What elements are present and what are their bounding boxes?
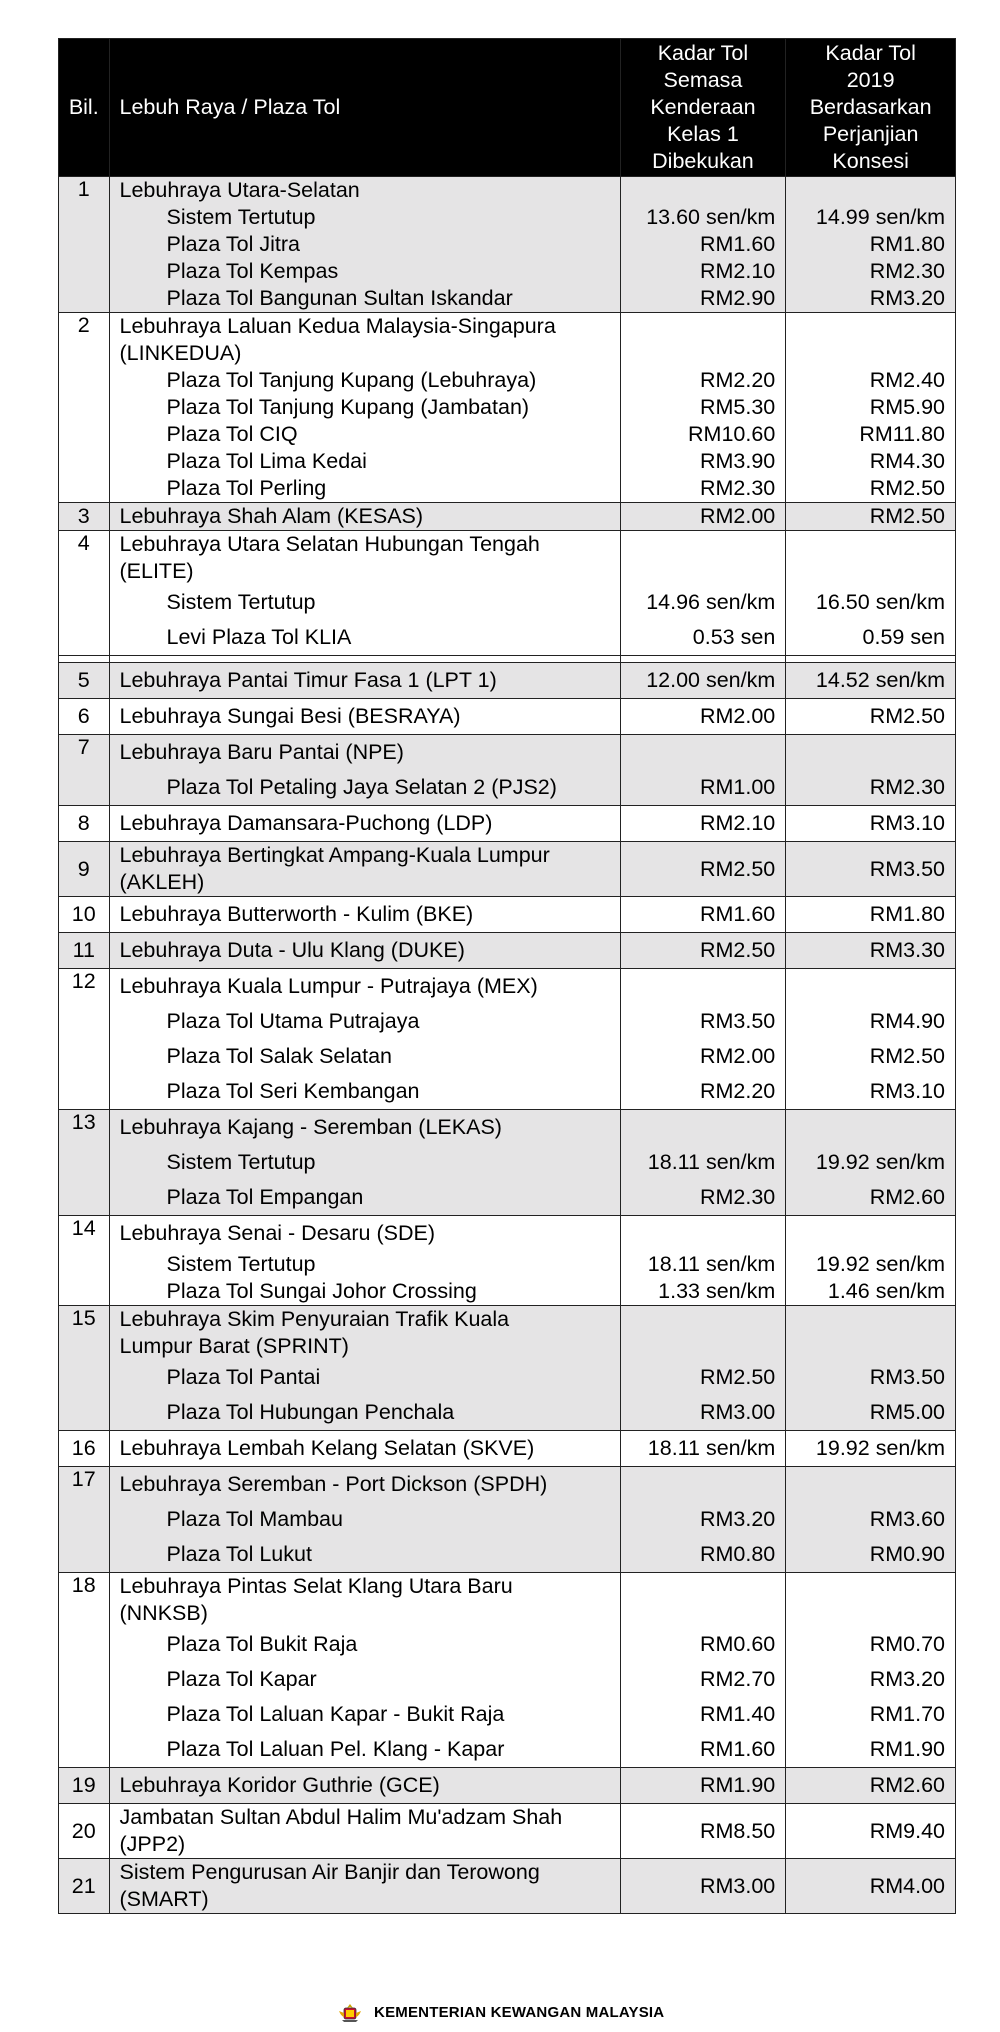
current-rate-value: RM0.80 (699, 1542, 776, 1566)
concession-rate-value: RM3.60 (869, 1507, 945, 1531)
current-rate-value (621, 735, 786, 770)
concession-rate-value: RM3.20 (869, 1667, 945, 1691)
concession-rate-value: RM3.50 (869, 1365, 945, 1389)
current-rate-cell (620, 842, 786, 897)
current-rate-value (621, 531, 786, 558)
concession-rate-cell (786, 1216, 956, 1306)
concession-rate-value: RM0.90 (869, 1542, 945, 1566)
concession-rate-value: RM2.50 (869, 704, 945, 728)
concession-rate-cell (786, 1859, 956, 1914)
highway-name: Lebuhraya Pintas Selat Klang Utara Baru (119, 1574, 513, 1598)
table-row (59, 1216, 956, 1306)
current-rate-value (621, 969, 786, 1004)
plaza-name: Plaza Tol Pantai (166, 1365, 321, 1389)
current-rate-cell (620, 1431, 786, 1467)
highway-cell (109, 842, 620, 897)
concession-rate-value: RM3.50 (869, 856, 945, 881)
current-rate-value: RM2.00 (699, 1044, 776, 1068)
header-current-line: Kelas 1 (667, 122, 739, 146)
plaza-name: Plaza Tol Laluan Pel. Klang - Kapar (166, 1737, 505, 1761)
concession-rate-cell (786, 933, 956, 969)
highway-name: Jambatan Sultan Abdul Halim Mu'adzam Shah (JPP2) (119, 1805, 563, 1856)
current-rate-value: RM2.50 (699, 856, 776, 881)
concession-rate-value (786, 1306, 955, 1333)
concession-rate-value: RM4.00 (869, 1873, 945, 1898)
concession-rate-cell (786, 531, 956, 656)
concession-rate-value (786, 1333, 955, 1360)
plaza-name: Sistem Tertutup (166, 590, 316, 614)
table-row (59, 897, 956, 933)
table-row (59, 1573, 956, 1768)
concession-rate-cell (786, 177, 956, 313)
concession-rate-cell (786, 1431, 956, 1467)
current-rate-value (621, 1216, 786, 1251)
concession-rate-value: RM1.80 (869, 902, 945, 926)
current-rate-value: RM3.20 (699, 1507, 776, 1531)
concession-rate-cell (786, 1110, 956, 1216)
plaza-name: Plaza Tol Perling (166, 476, 327, 500)
concession-rate-value: RM2.60 (869, 1773, 945, 1797)
highway-name: Lebuhraya Pantai Timur Fasa 1 (LPT 1) (119, 668, 497, 692)
table-row (59, 313, 956, 503)
highway-cell (109, 735, 620, 806)
current-rate-value: RM2.00 (699, 704, 776, 728)
highway-cell (109, 1859, 620, 1914)
header-concession-line: Konsesi (832, 149, 909, 173)
plaza-name: Levi Plaza Tol KLIA (166, 625, 352, 649)
header-current-rate (620, 39, 786, 177)
concession-rate-value: RM3.10 (869, 1079, 945, 1103)
concession-rate-value: 14.52 sen/km (815, 668, 945, 692)
separator-cell (59, 656, 110, 663)
current-rate-value (621, 313, 786, 340)
concession-rate-value: RM5.00 (869, 1400, 945, 1424)
current-rate-value: RM2.00 (699, 504, 776, 528)
concession-rate-value: RM0.70 (869, 1632, 945, 1656)
current-rate-value: 18.11 sen/km (647, 1436, 776, 1460)
highway-name: Lebuhraya Koridor Guthrie (GCE) (119, 1773, 440, 1797)
concession-rate-value: RM1.80 (869, 232, 945, 256)
concession-rate-value: RM3.30 (869, 938, 945, 962)
row-number: 5 (59, 663, 110, 699)
separator-cell (786, 656, 956, 663)
plaza-name: Sistem Tertutup (166, 205, 316, 229)
highway-name: Lebuhraya Sungai Besi (BESRAYA) (119, 704, 461, 728)
table-row (59, 531, 956, 656)
row-number: 20 (59, 1804, 110, 1859)
row-number: 10 (59, 897, 110, 933)
current-rate-value: RM2.20 (699, 1079, 776, 1103)
plaza-name: Sistem Tertutup (166, 1252, 316, 1276)
current-rate-value: RM2.70 (699, 1667, 776, 1691)
current-rate-cell (620, 663, 786, 699)
current-rate-value (621, 1573, 786, 1600)
concession-rate-value: RM2.50 (869, 476, 945, 500)
highway-cell (109, 1110, 620, 1216)
current-rate-value: RM5.30 (699, 395, 776, 419)
concession-rate-cell (786, 503, 956, 531)
current-rate-value: RM1.90 (699, 1773, 776, 1797)
current-rate-value: RM8.50 (699, 1818, 776, 1843)
current-rate-value: RM1.60 (699, 902, 776, 926)
table-row (59, 1768, 956, 1804)
highway-cell (109, 1306, 620, 1431)
row-number: 1 (59, 177, 110, 313)
row-number: 18 (59, 1573, 110, 1768)
current-rate-value: 18.11 sen/km (647, 1252, 776, 1276)
header-concession-line: Perjanjian (822, 122, 919, 146)
current-rate-cell (620, 1467, 786, 1573)
plaza-name: Plaza Tol Lukut (166, 1542, 312, 1566)
highway-cell (109, 1573, 620, 1768)
plaza-name: Plaza Tol Empangan (166, 1185, 364, 1209)
table-row (59, 177, 956, 313)
current-rate-value: 14.96 sen/km (646, 590, 776, 614)
header-current-line: Kenderaan (650, 95, 756, 119)
concession-rate-cell (786, 1467, 956, 1573)
table-row (59, 842, 956, 897)
current-rate-cell (620, 933, 786, 969)
concession-rate-value (786, 735, 955, 770)
current-rate-value: RM1.40 (699, 1702, 776, 1726)
highway-name: Lebuhraya Utara Selatan Hubungan Tengah (119, 532, 540, 556)
plaza-name: Plaza Tol Petaling Jaya Selatan 2 (PJS2) (166, 775, 557, 799)
table-row (59, 1306, 956, 1431)
current-rate-value (621, 1600, 786, 1627)
plaza-name: Sistem Tertutup (166, 1150, 316, 1174)
concession-rate-value (786, 531, 955, 558)
current-rate-cell (620, 1110, 786, 1216)
current-rate-value (621, 340, 786, 367)
current-rate-value: RM10.60 (688, 422, 776, 446)
highway-cell (109, 663, 620, 699)
current-rate-value (621, 1333, 786, 1360)
current-rate-value: 18.11 sen/km (647, 1150, 776, 1174)
page-footer (0, 2002, 1000, 2024)
concession-rate-value (786, 177, 955, 204)
highway-cell (109, 1216, 620, 1306)
plaza-name: Plaza Tol Seri Kembangan (166, 1079, 420, 1103)
current-rate-value: 1.33 sen/km (658, 1279, 776, 1303)
plaza-name: Plaza Tol Tanjung Kupang (Lebuhraya) (166, 368, 537, 392)
concession-rate-cell (786, 842, 956, 897)
header-concession-rate (786, 39, 956, 177)
row-number: 4 (59, 531, 110, 656)
concession-rate-cell (786, 1768, 956, 1804)
malaysia-crest-icon (336, 2002, 364, 2024)
row-number: 14 (59, 1216, 110, 1306)
highway-cell (109, 933, 620, 969)
highway-cell (109, 806, 620, 842)
plaza-name: Plaza Tol Hubungan Penchala (166, 1400, 455, 1424)
current-rate-cell (620, 735, 786, 806)
plaza-name: Plaza Tol Kempas (166, 259, 339, 283)
highway-name: Lebuhraya Shah Alam (KESAS) (119, 504, 424, 528)
table-row (59, 933, 956, 969)
concession-rate-value (786, 558, 955, 585)
row-number: 16 (59, 1431, 110, 1467)
current-rate-cell (620, 1804, 786, 1859)
highway-name: (ELITE) (119, 559, 194, 583)
concession-rate-cell (786, 897, 956, 933)
highway-name: (LINKEDUA) (119, 341, 242, 365)
header-current-line: Dibekukan (652, 149, 754, 173)
table-header-row (59, 39, 956, 177)
row-number: 12 (59, 969, 110, 1110)
highway-cell (109, 969, 620, 1110)
separator-row (59, 656, 956, 663)
header-current-line: Kadar Tol (657, 41, 749, 65)
concession-rate-value: RM9.40 (869, 1818, 945, 1843)
row-number: 2 (59, 313, 110, 503)
header-bil: Bil. (59, 39, 110, 177)
current-rate-value: RM2.10 (699, 259, 776, 283)
current-rate-value: 12.00 sen/km (646, 668, 776, 692)
row-number: 13 (59, 1110, 110, 1216)
current-rate-value (621, 1306, 786, 1333)
current-rate-cell (620, 177, 786, 313)
current-rate-value (621, 558, 786, 585)
concession-rate-cell (786, 969, 956, 1110)
current-rate-value: RM3.50 (699, 1009, 776, 1033)
concession-rate-value (786, 1110, 955, 1145)
concession-rate-value: RM2.30 (869, 259, 945, 283)
current-rate-cell (620, 531, 786, 656)
plaza-name: Plaza Tol Bukit Raja (166, 1632, 358, 1656)
highway-name: (NNKSB) (119, 1601, 208, 1625)
current-rate-value: RM2.20 (699, 368, 776, 392)
current-rate-cell (620, 897, 786, 933)
row-number: 9 (59, 842, 110, 897)
concession-rate-value: 14.99 sen/km (815, 205, 945, 229)
concession-rate-value: 19.92 sen/km (815, 1252, 945, 1276)
table-row (59, 969, 956, 1110)
current-rate-value: 13.60 sen/km (646, 205, 776, 229)
current-rate-cell (620, 1573, 786, 1768)
highway-name: Lebuhraya Senai - Desaru (SDE) (119, 1221, 435, 1245)
concession-rate-value (786, 1467, 955, 1502)
highway-name: Lebuhraya Damansara-Puchong (LDP) (119, 811, 493, 835)
concession-rate-value: RM2.50 (869, 504, 945, 528)
highway-name: Lebuhraya Butterworth - Kulim (BKE) (119, 902, 474, 926)
concession-rate-cell (786, 1573, 956, 1768)
concession-rate-value: RM4.30 (869, 449, 945, 473)
current-rate-cell (620, 1859, 786, 1914)
concession-rate-value: RM11.80 (859, 422, 945, 446)
header-concession-line: 2019 (846, 68, 895, 92)
current-rate-value: RM3.90 (699, 449, 776, 473)
current-rate-value: 0.53 sen (692, 625, 776, 649)
concession-rate-value: RM2.60 (869, 1185, 945, 1209)
concession-rate-value (786, 969, 955, 1004)
plaza-name: Plaza Tol Mambau (166, 1507, 343, 1531)
concession-rate-value: RM2.30 (869, 775, 945, 799)
row-number: 7 (59, 735, 110, 806)
current-rate-value: RM2.90 (699, 286, 776, 310)
concession-rate-value: 1.46 sen/km (827, 1279, 945, 1303)
row-number: 8 (59, 806, 110, 842)
highway-name: Lebuhraya Bertingkat Ampang-Kuala Lumpur (AKLEH) (119, 843, 550, 894)
concession-rate-cell (786, 1306, 956, 1431)
concession-rate-value: RM2.40 (869, 368, 945, 392)
highway-cell (109, 897, 620, 933)
table-row (59, 735, 956, 806)
highway-cell (109, 1467, 620, 1573)
highway-name: Lebuhraya Lembah Kelang Selatan (SKVE) (119, 1436, 535, 1460)
current-rate-cell (620, 699, 786, 735)
highway-cell (109, 177, 620, 313)
highway-name: Lebuhraya Seremban - Port Dickson (SPDH) (119, 1472, 548, 1496)
current-rate-cell (620, 1216, 786, 1306)
header-concession-line: Kadar Tol (825, 41, 916, 65)
plaza-name: Plaza Tol Utama Putrajaya (166, 1009, 420, 1033)
separator-cell (109, 656, 620, 663)
table-row (59, 503, 956, 531)
plaza-name: Plaza Tol Jitra (166, 232, 300, 256)
concession-rate-cell (786, 313, 956, 503)
current-rate-value: RM3.00 (699, 1400, 776, 1424)
concession-rate-value (786, 1573, 955, 1600)
concession-rate-cell (786, 699, 956, 735)
highway-cell (109, 1431, 620, 1467)
highway-name: Lebuhraya Duta - Ulu Klang (DUKE) (119, 938, 465, 962)
current-rate-value: RM1.60 (699, 1737, 776, 1761)
plaza-name: Plaza Tol Lima Kedai (166, 449, 367, 473)
concession-rate-value: 19.92 sen/km (815, 1150, 945, 1174)
highway-cell (109, 313, 620, 503)
plaza-name: Plaza Tol Tanjung Kupang (Jambatan) (166, 395, 530, 419)
concession-rate-value (786, 1600, 955, 1627)
current-rate-cell (620, 1306, 786, 1431)
current-rate-value: RM2.30 (699, 476, 776, 500)
concession-rate-value: RM3.10 (869, 811, 945, 835)
concession-rate-value (786, 340, 955, 367)
table-row (59, 806, 956, 842)
concession-rate-value: RM1.70 (869, 1702, 945, 1726)
highway-name: Sistem Pengurusan Air Banjir dan Terowong (SMART) (119, 1860, 540, 1911)
plaza-name: Plaza Tol Salak Selatan (166, 1044, 392, 1068)
row-number: 19 (59, 1768, 110, 1804)
table-row (59, 1804, 956, 1859)
current-rate-value: RM1.60 (699, 232, 776, 256)
concession-rate-value: RM2.50 (869, 1044, 945, 1068)
row-number: 6 (59, 699, 110, 735)
concession-rate-value: RM5.90 (869, 395, 945, 419)
table-row (59, 1467, 956, 1573)
current-rate-value: RM2.30 (699, 1185, 776, 1209)
highway-cell (109, 699, 620, 735)
row-number: 21 (59, 1859, 110, 1914)
current-rate-value: RM2.10 (699, 811, 776, 835)
table-row (59, 699, 956, 735)
header-highway-plaza: Lebuh Raya / Plaza Tol (109, 39, 620, 177)
row-number: 11 (59, 933, 110, 969)
current-rate-value: RM2.50 (699, 1365, 776, 1389)
current-rate-cell (620, 969, 786, 1110)
current-rate-value: RM0.60 (699, 1632, 776, 1656)
toll-rate-table (58, 38, 956, 1914)
table-row (59, 1859, 956, 1914)
highway-name: Lebuhraya Kuala Lumpur - Putrajaya (MEX) (119, 974, 538, 998)
concession-rate-cell (786, 806, 956, 842)
plaza-name: Plaza Tol CIQ (166, 422, 298, 446)
current-rate-value: RM3.00 (699, 1873, 776, 1898)
current-rate-cell (620, 1768, 786, 1804)
footer-text: KEMENTERIAN KEWANGAN MALAYSIA (374, 2003, 665, 2021)
current-rate-cell (620, 503, 786, 531)
row-number: 15 (59, 1306, 110, 1431)
highway-name: Lebuhraya Utara-Selatan (119, 178, 360, 202)
current-rate-cell (620, 806, 786, 842)
separator-cell (620, 656, 786, 663)
highway-cell (109, 1804, 620, 1859)
highway-name: Lebuhraya Laluan Kedua Malaysia-Singapura (119, 314, 556, 338)
concession-rate-value: RM4.90 (869, 1009, 945, 1033)
current-rate-value (621, 177, 786, 204)
highway-name: Lebuhraya Skim Penyuraian Trafik Kuala (119, 1307, 510, 1331)
toll-table-body (59, 177, 956, 1914)
concession-rate-value: RM3.20 (869, 286, 945, 310)
highway-cell (109, 1768, 620, 1804)
highway-name: Lumpur Barat (SPRINT) (119, 1334, 349, 1358)
concession-rate-value: 16.50 sen/km (815, 590, 945, 614)
table-row (59, 663, 956, 699)
header-concession-line: Berdasarkan (809, 95, 932, 119)
concession-rate-value (786, 1216, 955, 1251)
highway-name: Lebuhraya Baru Pantai (NPE) (119, 740, 404, 764)
row-number: 17 (59, 1467, 110, 1573)
concession-rate-cell (786, 1804, 956, 1859)
concession-rate-cell (786, 663, 956, 699)
current-rate-value (621, 1110, 786, 1145)
concession-rate-cell (786, 735, 956, 806)
plaza-name: Plaza Tol Bangunan Sultan Iskandar (166, 286, 513, 310)
current-rate-cell (620, 313, 786, 503)
current-rate-value: RM1.00 (699, 775, 776, 799)
plaza-name: Plaza Tol Sungai Johor Crossing (166, 1279, 477, 1303)
highway-cell (109, 503, 620, 531)
concession-rate-value: RM1.90 (869, 1737, 945, 1761)
highway-cell (109, 531, 620, 656)
plaza-name: Plaza Tol Laluan Kapar - Bukit Raja (166, 1702, 505, 1726)
plaza-name: Plaza Tol Kapar (166, 1667, 317, 1691)
concession-rate-value (786, 313, 955, 340)
row-number: 3 (59, 503, 110, 531)
current-rate-value (621, 1467, 786, 1502)
highway-name: Lebuhraya Kajang - Seremban (LEKAS) (119, 1115, 502, 1139)
concession-rate-value: 19.92 sen/km (815, 1436, 945, 1460)
current-rate-value: RM2.50 (699, 938, 776, 962)
table-row (59, 1110, 956, 1216)
table-row (59, 1431, 956, 1467)
header-current-line: Semasa (663, 68, 743, 92)
concession-rate-value: 0.59 sen (862, 625, 945, 649)
